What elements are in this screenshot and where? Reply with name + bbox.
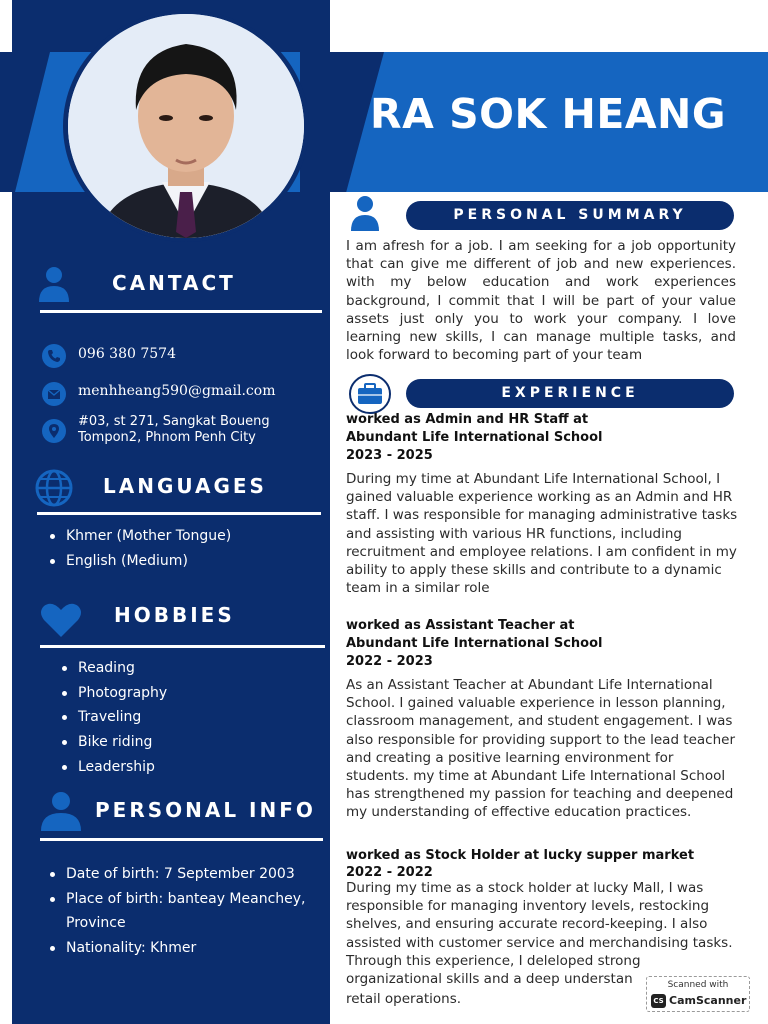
personal-info-list [50,862,306,961]
contact-phone[interactable]: 096 380 7574 [78,346,176,362]
experience-heading: EXPERIENCE [406,379,734,408]
camscanner-caption: Scanned with [667,980,729,990]
job-period: 2022 - 2023 [346,654,433,669]
personal-info-title: PERSONAL INFO [95,798,316,822]
list-item: Place of birth: banteay Meanchey, [50,887,306,912]
camscanner-watermark [646,976,750,1012]
summary-text: I am afresh for a job. I am seeking for a job opportunity that can give me different of job and new experiences. with my below education and work experiences background, I commit that I will be part of your value assets just only you to work your company. I love learning new skills, I can manage multiple tasks, and look forward to becoming part of your team [346,238,736,364]
hobbies-list [62,656,167,780]
personal-info-divider [40,838,323,841]
job-description: During my time as a stock holder at lucky Mall, I was responsible for managing inventory levels, restocking shelves, and ensuring accurate record-keeping. I also assisted with customer service and merchandising tasks. Through this experience, I deleloped strong organizational skills and a deep understan [346,880,733,988]
location-pin-icon [42,419,66,443]
profile-photo [68,14,304,238]
list-item: Nationality: Khmer [50,936,306,961]
contact-title: CANTACT [112,271,236,295]
globe-icon [34,468,74,508]
job-organization: Abundant Life International School [346,636,603,651]
list-item: Leadership [62,755,167,780]
briefcase-icon [349,374,391,414]
camscanner-name: CamScanner [669,994,747,1007]
contact-address-line2: Tompon2, Phnom Penh City [78,430,256,445]
person-icon [38,266,70,302]
list-item: Khmer (Mother Tongue) [50,524,231,549]
list-item: Date of birth: 7 September 2003 [50,862,306,887]
job-description: As an Assistant Teacher at Abundant Life International School. I gained valuable experience in lesson planning, classroom management, and student engagement. I was also responsible for providing support to the lead teacher and creating a positive learning environment for students. my time at Abundant Life International School has strengthened my passion for teaching and deepened my understanding of effective education practices. [346,677,736,821]
job-role: worked as Stock Holder at lucky supper market [346,848,695,863]
email-icon [42,382,66,406]
contact-email[interactable]: menhheang590@gmail.com [78,383,276,399]
summary-heading: PERSONAL SUMMARY [406,201,734,230]
job-description: During my time at Abundant Life International School, I gained valuable experience working as an Admin and HR staff. I was responsible for managing administrative tasks and assisting with various HR functions, including recruitment and employee relations. I am confident in my ability to apply these skills and contribute to a dynamic team in a similar role [346,471,738,597]
contact-divider [40,310,322,313]
camscanner-logo-icon: CS [651,994,666,1008]
job-role: worked as Admin and HR Staff at [346,412,589,427]
job-period: 2022 - 2022 [346,865,433,880]
job-organization: Abundant Life International School [346,430,603,445]
list-item-continued: Province [66,915,126,932]
contact-address-line1: #03, st 271, Sangkat Boueng [78,414,270,429]
list-item: Photography [62,681,167,706]
hobbies-divider [40,645,325,648]
heart-icon [40,602,82,638]
list-item: Reading [62,656,167,681]
languages-divider [37,512,321,515]
list-item: Traveling [62,705,167,730]
languages-title: LANGUAGES [103,474,267,498]
job-period: 2023 - 2025 [346,448,433,463]
languages-list [50,524,231,573]
job-role: worked as Assistant Teacher at [346,618,575,633]
person-icon [40,791,82,831]
applicant-name: RA SOK HEANG [370,90,727,138]
list-item: Bike riding [62,730,167,755]
hobbies-title: HOBBIES [114,603,235,627]
list-item: English (Medium) [50,549,231,574]
phone-icon [42,344,66,368]
person-icon [350,195,380,231]
job-description-end: retail operations. [346,991,462,1007]
